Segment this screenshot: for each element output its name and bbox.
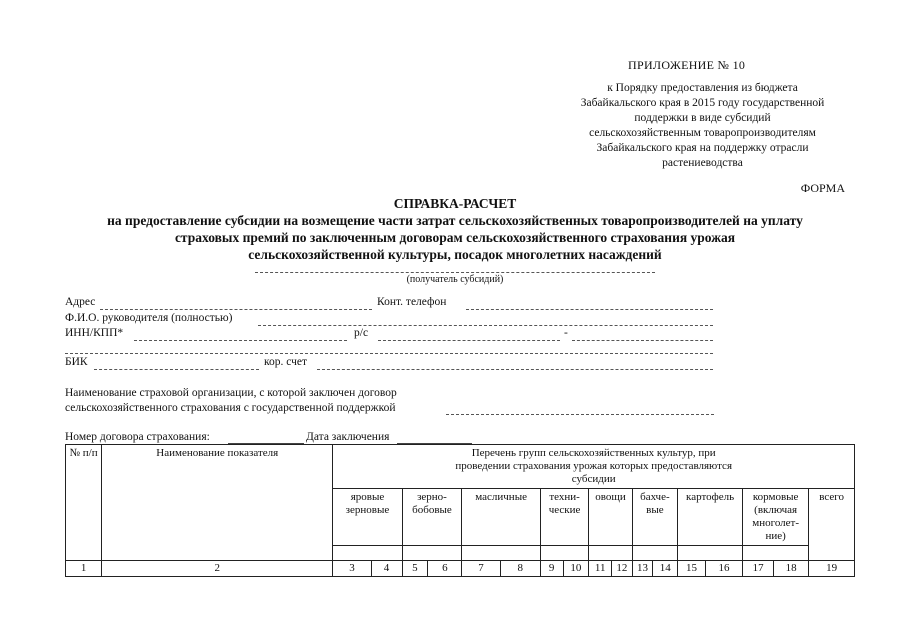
col-num: 4 xyxy=(371,561,402,577)
column-numbers-row xyxy=(66,561,855,577)
account-field[interactable] xyxy=(378,340,560,341)
appendix-line: поддержки в виде субсидий xyxy=(634,112,771,124)
group-potatoes: картофель xyxy=(678,489,743,546)
col-num: 11 xyxy=(589,561,612,577)
recipient-caption: (получатель субсидий) xyxy=(406,274,504,285)
inn-label: ИНН/КПП* xyxy=(65,327,124,339)
contract-date-label: Дата заключения xyxy=(306,431,390,443)
group-technical: техни-ческие xyxy=(540,489,589,546)
calculation-table xyxy=(65,444,855,577)
title-line: сельскохозяйственной культуры, посадок многолетних насаждений xyxy=(248,247,662,262)
group-vegetables: овощи xyxy=(589,489,632,546)
head-label: Ф.И.О. руководителя (полностью) xyxy=(65,312,233,324)
bik-label: БИК xyxy=(65,356,88,368)
col-num: 18 xyxy=(774,561,809,577)
col-num: 2 xyxy=(102,561,333,577)
dash-label: - xyxy=(564,327,568,339)
group-spring-grains: яровые зерновые xyxy=(333,489,402,546)
corr-field[interactable] xyxy=(317,369,713,370)
col-num: 16 xyxy=(705,561,742,577)
group-header: Перечень групп сельскохозяйственных культур, при проведении страхования урожая которых предоставляются субсидии xyxy=(333,445,855,489)
col-num: 9 xyxy=(540,561,563,577)
group-legumes: зерно-бобовые xyxy=(402,489,462,546)
appendix-line: сельскохозяйственным товаропроизводителям xyxy=(589,127,816,139)
bik-field[interactable] xyxy=(94,369,259,370)
appendix-title: ПРИЛОЖЕНИЕ № 10 xyxy=(628,58,746,72)
col-num: 5 xyxy=(402,561,428,577)
insurer-field[interactable] xyxy=(446,414,714,415)
group-fodder: кормовые (включая многолет-ние) xyxy=(743,489,809,546)
group-melons: бахче-вые xyxy=(632,489,677,546)
form-label: ФОРМА xyxy=(800,181,845,195)
phone-field[interactable] xyxy=(466,309,713,310)
appendix-line: к Порядку предоставления из бюджета xyxy=(607,82,798,94)
col-num: 6 xyxy=(428,561,462,577)
contract-no-label: Номер договора страхования: xyxy=(65,431,210,443)
phone-label: Конт. телефон xyxy=(377,296,447,308)
corr-label: кор. счет xyxy=(264,356,308,368)
col-num: 17 xyxy=(743,561,774,577)
group-total: всего xyxy=(809,489,855,561)
title-line: СПРАВКА-РАСЧЕТ xyxy=(393,196,517,211)
col-num: 10 xyxy=(563,561,589,577)
title-line: на предоставление субсидии на возмещение части затрат сельскохозяйственных товаропроизводителей на уплату xyxy=(107,213,803,228)
table-header-row xyxy=(66,445,855,489)
insurer-label-1: Наименование страховой организации, с которой заключен договор xyxy=(65,387,397,399)
recipient-field[interactable] xyxy=(255,272,655,273)
account-label: р/с xyxy=(354,327,369,339)
appendix-line: Забайкальского края в 2015 году государственной xyxy=(580,97,825,109)
col-num: 7 xyxy=(462,561,500,577)
address-label: Адрес xyxy=(65,296,96,308)
appendix-line: Забайкальского края на поддержку отрасли xyxy=(596,142,809,154)
col-num: 13 xyxy=(632,561,653,577)
col-num: 8 xyxy=(500,561,540,577)
appendix-text xyxy=(560,81,845,171)
address-field[interactable] xyxy=(100,309,372,310)
col-name-header: Наименование показателя xyxy=(102,445,333,561)
group-oilseeds: масличные xyxy=(462,489,540,546)
extra-line[interactable] xyxy=(65,353,713,354)
insurer-label-2: сельскохозяйственного страхования с государственной поддержкой xyxy=(65,402,396,414)
col-num: 3 xyxy=(333,561,371,577)
title-line: страховых премий по заключенным договорам сельскохозяйственного страхования урожая xyxy=(174,230,736,245)
head-field[interactable] xyxy=(258,325,713,326)
document-title xyxy=(40,195,870,263)
col-num: 15 xyxy=(678,561,706,577)
col-num: 19 xyxy=(809,561,855,577)
col-num: 14 xyxy=(653,561,678,577)
col-number-header: № п/п xyxy=(66,445,102,561)
col-num: 1 xyxy=(66,561,102,577)
account-extra-field[interactable] xyxy=(572,340,713,341)
col-num: 12 xyxy=(612,561,633,577)
inn-field[interactable] xyxy=(134,340,347,341)
appendix-line: растениеводства xyxy=(662,157,743,169)
